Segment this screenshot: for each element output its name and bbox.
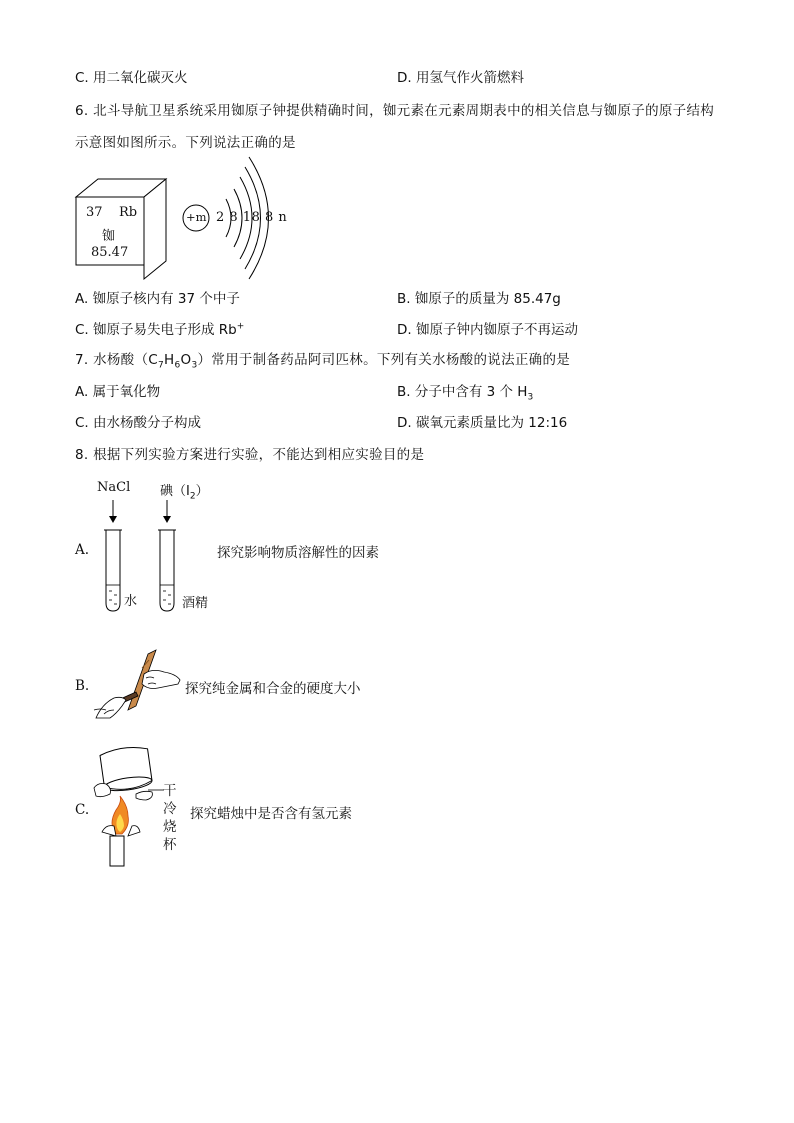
label-char-2: 冷 bbox=[163, 801, 177, 817]
label-char-3: 烧 bbox=[163, 819, 177, 835]
q6-option-b: B. 铷原子的质量为 85.47g bbox=[397, 291, 561, 307]
atom-nucleus-charge: +m bbox=[186, 210, 207, 224]
label-char-1: 干 bbox=[163, 783, 177, 799]
q6-option-d: D. 铷原子钟内铷原子不再运动 bbox=[397, 322, 578, 338]
q7-stem: 7. 水杨酸$(C_7H_6O_3)$常用于制备药品阿司匹林。下列有关水杨酸的说法正确的是 bbox=[75, 352, 571, 371]
element-name: 铷 bbox=[102, 229, 116, 244]
reagent-nacl-label: NaCl bbox=[97, 480, 131, 495]
q6-option-c: C. 铷原子易失电子形成 Rb+ bbox=[75, 321, 245, 338]
liquid-alcohol-label: 酒精 bbox=[182, 596, 209, 611]
dry-cold-beaker-label bbox=[163, 782, 177, 854]
q5-option-d: D. 用氢气作火箭燃料 bbox=[397, 70, 524, 86]
q5-option-c: C. 用二氧化碳灭火 bbox=[75, 70, 188, 86]
element-atomic-number: 37 bbox=[86, 205, 103, 220]
label-char-4: 杯 bbox=[163, 837, 177, 853]
q6-stem-line1: 6. 北斗导航卫星系统采用铷原子钟提供精确时间，铷元素在元素周期表中的相关信息与铷原子的原子结构 bbox=[75, 103, 715, 119]
q8-option-a-caption: 探究影响物质溶解性的因素 bbox=[217, 545, 379, 561]
q8-option-c-caption: 探究蜡烛中是否含有氢元素 bbox=[190, 806, 352, 822]
q7-option-c: C. 由水杨酸分子构成 bbox=[75, 415, 202, 431]
q7-option-a: A. 属于氧化物 bbox=[75, 384, 161, 400]
element-symbol: Rb bbox=[119, 205, 138, 220]
atom-shell-electrons: 2 8 18 8 n bbox=[216, 210, 288, 225]
element-atomic-mass: 85.47 bbox=[91, 245, 129, 260]
q8-option-a-letter: A. bbox=[75, 542, 90, 558]
liquid-water-label: 水 bbox=[124, 594, 138, 609]
q8-option-b-letter: B. bbox=[75, 678, 90, 694]
reagent-iodine-label: 碘$(I_2)$ bbox=[160, 484, 209, 502]
element-cube-figure bbox=[72, 175, 172, 275]
test-tubes-figure bbox=[100, 498, 190, 614]
q8-option-c-letter: C. bbox=[75, 802, 90, 818]
q6-stem-line2: 示意图如图所示。下列说法正确的是 bbox=[75, 135, 296, 151]
q8-stem: 8. 根据下列实验方案进行实验，不能达到相应实验目的是 bbox=[75, 447, 425, 463]
q7-option-b: B. 分子中含有 3 个 $H_3$ bbox=[397, 384, 534, 403]
q7-option-d: D. 碳氧元素质量比为 12:16 bbox=[397, 415, 568, 431]
q8-option-b-caption: 探究纯金属和合金的硬度大小 bbox=[185, 681, 361, 697]
scratch-metals-figure bbox=[92, 648, 184, 722]
candle-beaker-figure bbox=[92, 744, 172, 868]
q6-option-a: A. 铷原子核内有 37 个中子 bbox=[75, 291, 240, 307]
